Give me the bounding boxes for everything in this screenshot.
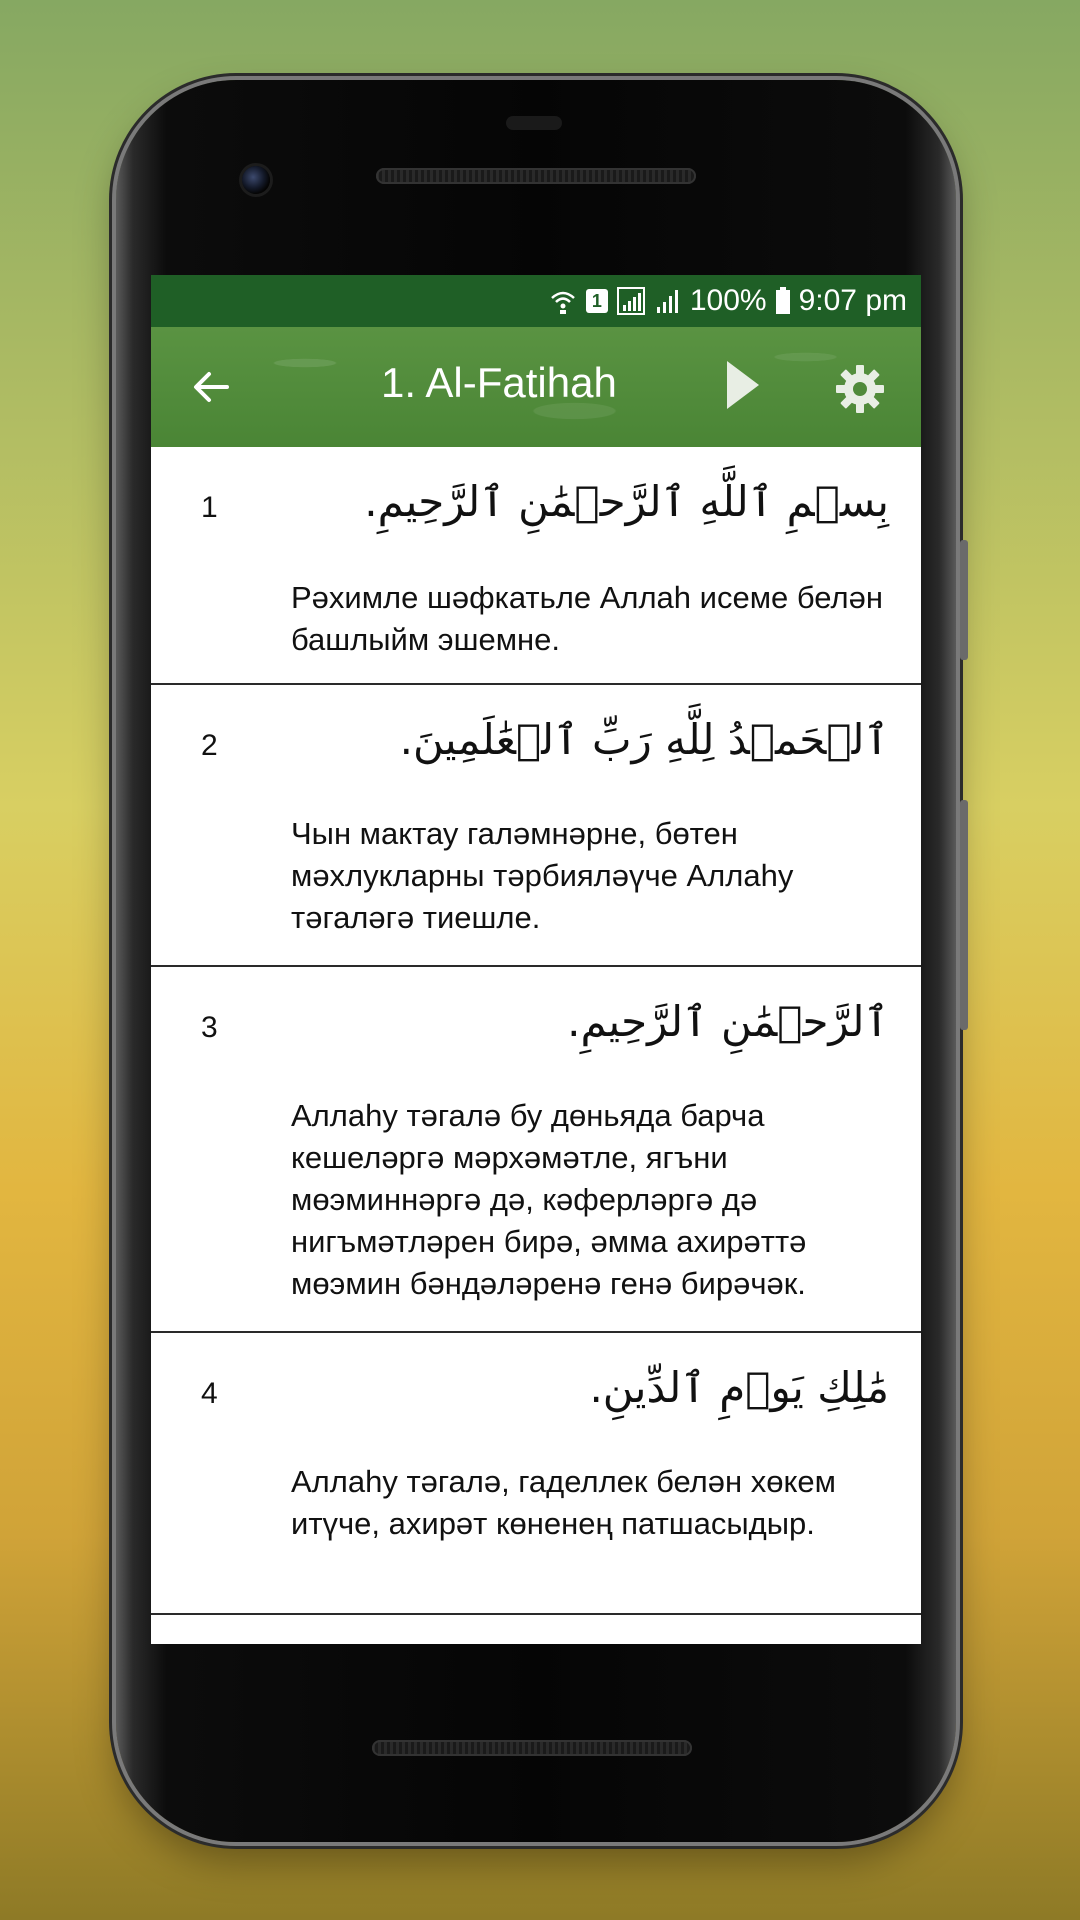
earpiece-notch (506, 116, 562, 130)
list-item[interactable] (151, 447, 921, 685)
app-bar (151, 327, 921, 447)
top-speaker (376, 168, 696, 184)
signal-icon (616, 286, 646, 316)
arrow-left-icon[interactable] (189, 365, 233, 409)
battery-percent: 100% (689, 284, 767, 317)
phone-frame (116, 80, 956, 1842)
volume-button (960, 800, 968, 1030)
ayah-number: 2 (201, 729, 218, 762)
ayah-number: 3 (201, 1011, 218, 1044)
wifi-calling-icon (548, 286, 578, 316)
ayah-translation: Аллаһу тәгалә бу дөньяда барча кешеләргә мәрхәмәтле, ягъни мөэминнәргә дә, кәферләргә дә нигъмәтләрен бирә, әмма ахирәттә мөэмин бәндәләренә генә бирәчәк. (291, 1098, 807, 1301)
ayah-list[interactable] (151, 447, 921, 1644)
bottom-speaker (372, 1740, 692, 1756)
battery-icon (775, 287, 791, 315)
ayah-translation: Чын мактау галәмнәрне, бөтен мәхлукларны тәрбияләүче Аллаһу тәгаләгә тиешле. (291, 816, 794, 935)
ayah-arabic: ٱلۡحَمۡدُ لِلَّهِ رَبِّ ٱلۡعَٰلَمِينَ. (399, 715, 889, 764)
status-bar (151, 275, 921, 327)
play-icon[interactable] (723, 357, 763, 413)
signal-icon-2 (654, 287, 682, 315)
ayah-translation: Аллаһу тәгалә, гаделлек белән хөкем итүче, ахирәт көненең патшасыдыр. (291, 1464, 836, 1541)
clock: 9:07 pm (798, 284, 907, 317)
ayah-arabic: مَٰلِكِ يَوۡمِ ٱلدِّينِ. (589, 1363, 889, 1412)
gear-icon[interactable] (834, 363, 886, 415)
front-camera (242, 166, 270, 194)
sim-slot-number: 1 (586, 289, 608, 313)
screen (151, 275, 921, 1644)
power-button (960, 540, 968, 660)
ayah-translation: Рәхимле шәфкатьле Аллаһ исеме белән башлыйм эшемне. (291, 580, 883, 657)
page-title: 1. Al-Fatihah (381, 359, 617, 406)
ayah-arabic: بِسۡمِ ٱللَّهِ ٱلرَّحۡمَٰنِ ٱلرَّحِيمِ. (364, 477, 889, 526)
list-item[interactable] (151, 1333, 921, 1615)
sim-slot-badge (586, 289, 608, 313)
list-item[interactable] (151, 967, 921, 1333)
ayah-number: 1 (201, 491, 218, 524)
ayah-number: 4 (201, 1377, 218, 1410)
list-item[interactable] (151, 685, 921, 967)
ayah-arabic: ٱلرَّحۡمَٰنِ ٱلرَّحِيمِ. (567, 997, 889, 1046)
